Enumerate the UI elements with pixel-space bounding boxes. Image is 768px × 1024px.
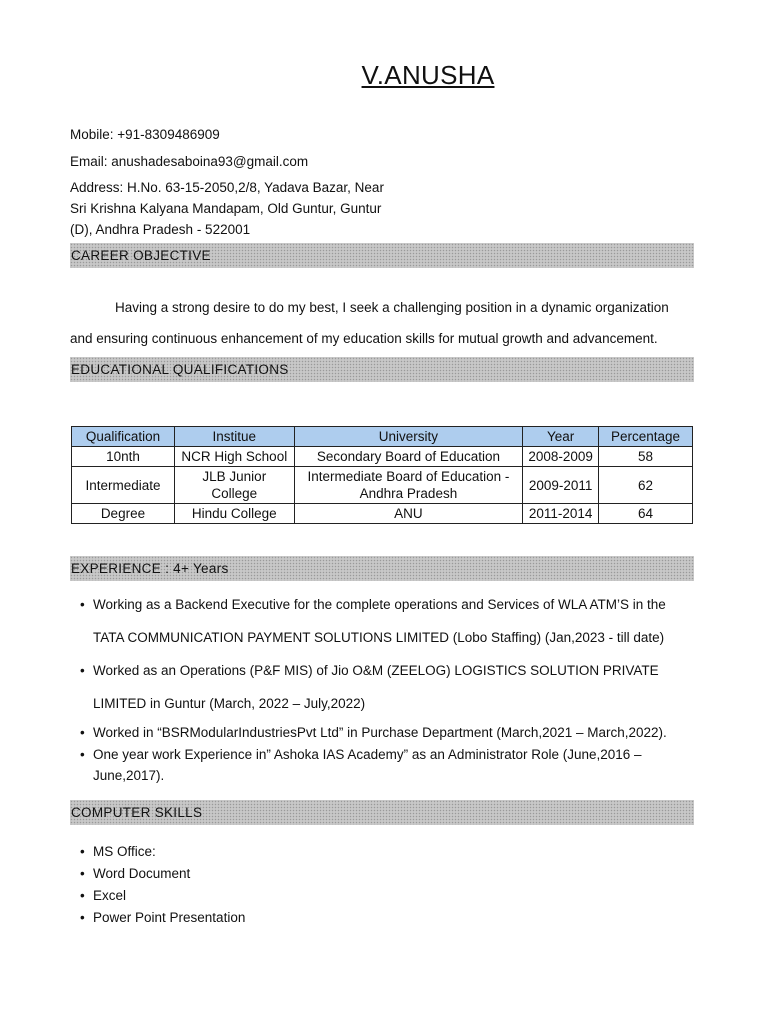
experience-list: [70, 588, 700, 786]
list-item: • Word Document: [70, 863, 700, 885]
list-item: • Power Point Presentation: [70, 907, 700, 929]
education-heading-text: EDUCATIONAL QUALIFICATIONS: [71, 362, 289, 377]
computer-skills-heading: [70, 800, 694, 825]
table-cell: Secondary Board of Education: [294, 447, 522, 467]
address-line-1: Address: H.No. 63-15-2050,2/8, Yadava Bazar, Near: [70, 180, 384, 195]
education-table: [71, 426, 693, 524]
table-header-cell: University: [294, 427, 522, 447]
table-cell: JLB Junior College: [174, 467, 294, 504]
education-heading: [70, 357, 694, 382]
table-cell: ANU: [294, 504, 522, 524]
mobile-line: Mobile: +91-8309486909: [70, 127, 220, 142]
table-cell: Degree: [72, 504, 175, 524]
table-cell: Hindu College: [174, 504, 294, 524]
candidate-name: V.ANUSHA: [361, 60, 495, 90]
table-header-row: [72, 427, 693, 447]
career-objective-text: Having a strong desire to do my best, I seek a challenging position in a dynamic organization and ensuring continuous enhancement of my education skills for mutual growth and advancement.: [70, 300, 669, 346]
address-line-2: Sri Krishna Kalyana Mandapam, Old Guntur, Guntur: [70, 201, 382, 216]
list-item: • Excel: [70, 885, 700, 907]
skills-list: [70, 841, 700, 929]
table-cell: 2011-2014: [523, 504, 599, 524]
table-cell: 62: [599, 467, 693, 504]
table-header-cell: Percentage: [599, 427, 693, 447]
email-line: Email: anushadesaboina93@gmail.com: [70, 154, 309, 169]
table-row: [72, 447, 693, 467]
table-header-cell: Qualification: [72, 427, 175, 447]
table-cell: 10nth: [72, 447, 175, 467]
table-cell: NCR High School: [174, 447, 294, 467]
list-item: • Worked as an Operations (P&F MIS) of Jio O&M (ZEELOG) LOGISTICS SOLUTION PRIVATE LIMITED in Guntur (March, 2022 – July,2022): [70, 654, 700, 720]
address-line-3: (D), Andhra Pradesh - 522001: [70, 222, 251, 237]
career-objective-heading-text: CAREER OBJECTIVE: [71, 248, 211, 263]
table-cell: 2008-2009: [523, 447, 599, 467]
list-item: • One year work Experience in” Ashoka IAS Academy” as an Administrator Role (June,2016 – June,2017).: [70, 744, 700, 786]
table-row: [72, 504, 693, 524]
experience-heading-text: EXPERIENCE : 4+ Years: [71, 561, 229, 576]
computer-skills-heading-text: COMPUTER SKILLS: [71, 805, 203, 820]
table-row: [72, 467, 693, 504]
table-cell: 2009-2011: [523, 467, 599, 504]
table-cell: 64: [599, 504, 693, 524]
list-item: • Working as a Backend Executive for the complete operations and Services of WLA ATM’S in the TATA COMMUNICATION PAYMENT SOLUTIONS LIMITED (Lobo Staffing) (Jan,2023 - till date): [70, 588, 700, 654]
table-cell: Intermediate: [72, 467, 175, 504]
table-cell: 58: [599, 447, 693, 467]
table-cell: Intermediate Board of Education - Andhra Pradesh: [294, 467, 522, 504]
table-header-cell: Year: [523, 427, 599, 447]
list-item: • Worked in “BSRModularIndustriesPvt Ltd” in Purchase Department (March,2021 – March,2022).: [70, 722, 700, 743]
list-item: • MS Office:: [70, 841, 700, 863]
table-header-cell: Institue: [174, 427, 294, 447]
career-objective-heading: [70, 243, 694, 268]
experience-heading: [70, 556, 694, 581]
